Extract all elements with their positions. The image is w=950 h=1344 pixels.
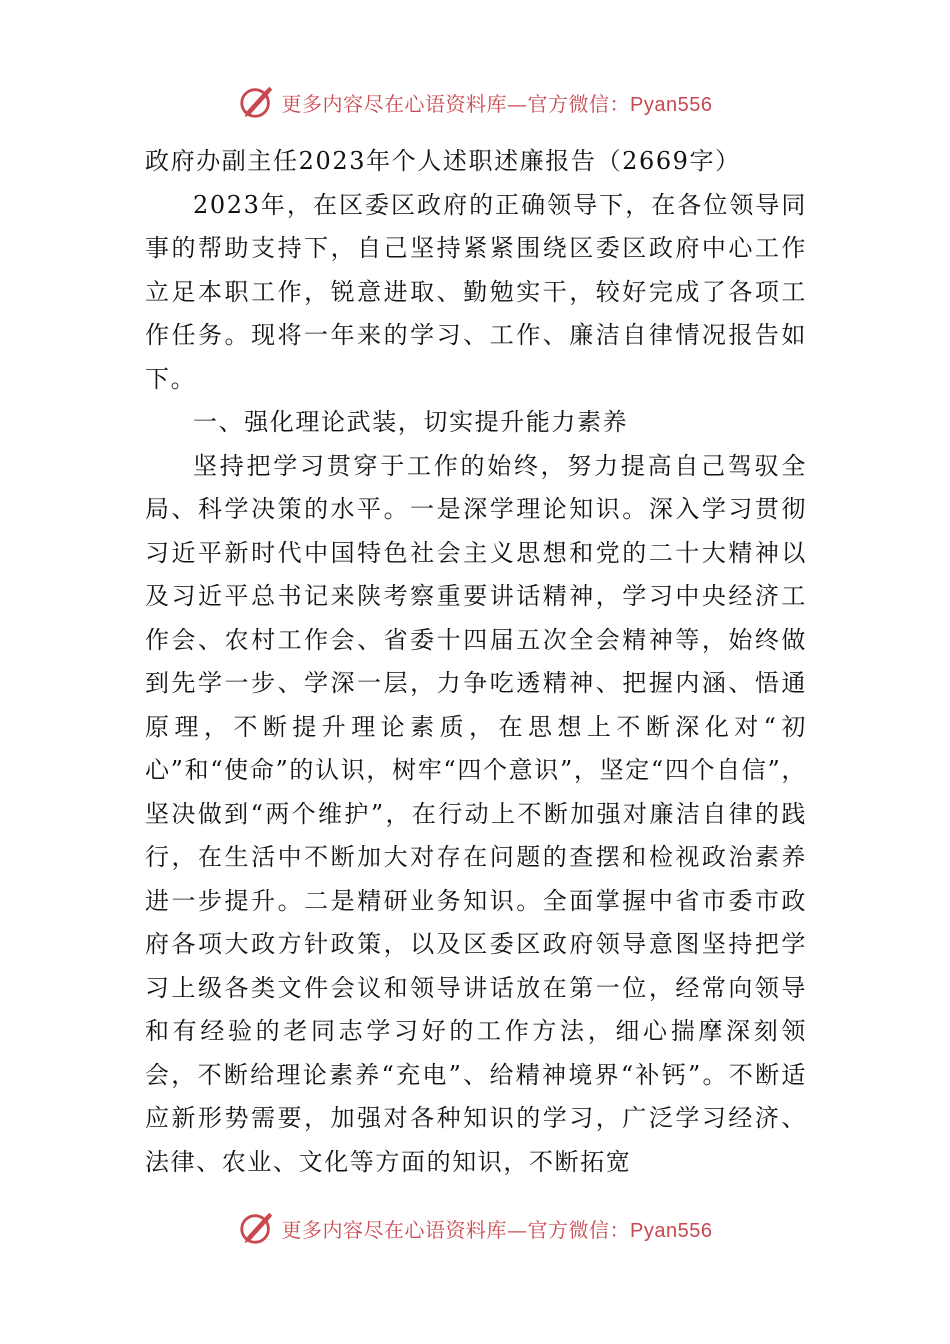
- watermark-banner-bottom: [0, 1208, 950, 1248]
- document-body: [145, 140, 807, 1184]
- intro-paragraph: 2023年，在区委区政府的正确领导下，在各位领导同事的帮助支持下，自己坚持紧紧围绕区委区政府中心工作立足本职工作，锐意进取、勤勉实干，较好完成了各项工作任务。现将一年来的学习、工作、廉洁自律情况报告如下。: [145, 190, 807, 393]
- watermark-text: 更多内容尽在心语资料库—官方微信：Pyan556: [281, 91, 713, 116]
- pen-logo-icon: [238, 1209, 276, 1247]
- pen-logo-icon: [238, 83, 276, 121]
- section-paragraph: 坚持把学习贯穿于工作的始终，努力提高自己驾驭全局、科学决策的水平。一是深学理论知识。深入学习贯彻习近平新时代中国特色社会主义思想和党的二十大精神以及习近平总书记来陕考察重要讲话精神，学习中央经济工作会、农村工作会、省委十四届五次全会精神等，始终做到先学一步、学深一层，力争吃透精神、把握内涵、悟通原理，不断提升理论素质，在思想上不断深化对“初心”和“使命”的认识，树牢“四个意识”，坚定“四个自信”，坚决做到“两个维护”，在行动上不断加强对廉洁自律的践行，在生活中不断加大对存在问题的查摆和检视政治素养进一步提升。二是精研业务知识。全面掌握中省市委市政府各项大政方针政策，以及区委区政府领导意图坚持把学习上级各类文件会议和领导讲话放在第一位，经常向领导和有经验的老同志学习好的工作方法，细心揣摩深刻领会，不断给理论素养“充电”、给精神境界“补钙”。不断适应新形势需要，加强对各种知识的学习，广泛学习经济、法律、农业、文化等方面的知识，不断拓宽: [145, 451, 807, 1176]
- section-heading: 一、强化理论武装，切实提升能力素养: [193, 408, 629, 436]
- watermark-banner-top: [0, 82, 950, 122]
- document-title: 政府办副主任2023年个人述职述廉报告（2669字）: [145, 147, 741, 175]
- watermark-text: 更多内容尽在心语资料库—官方微信：Pyan556: [281, 1217, 713, 1242]
